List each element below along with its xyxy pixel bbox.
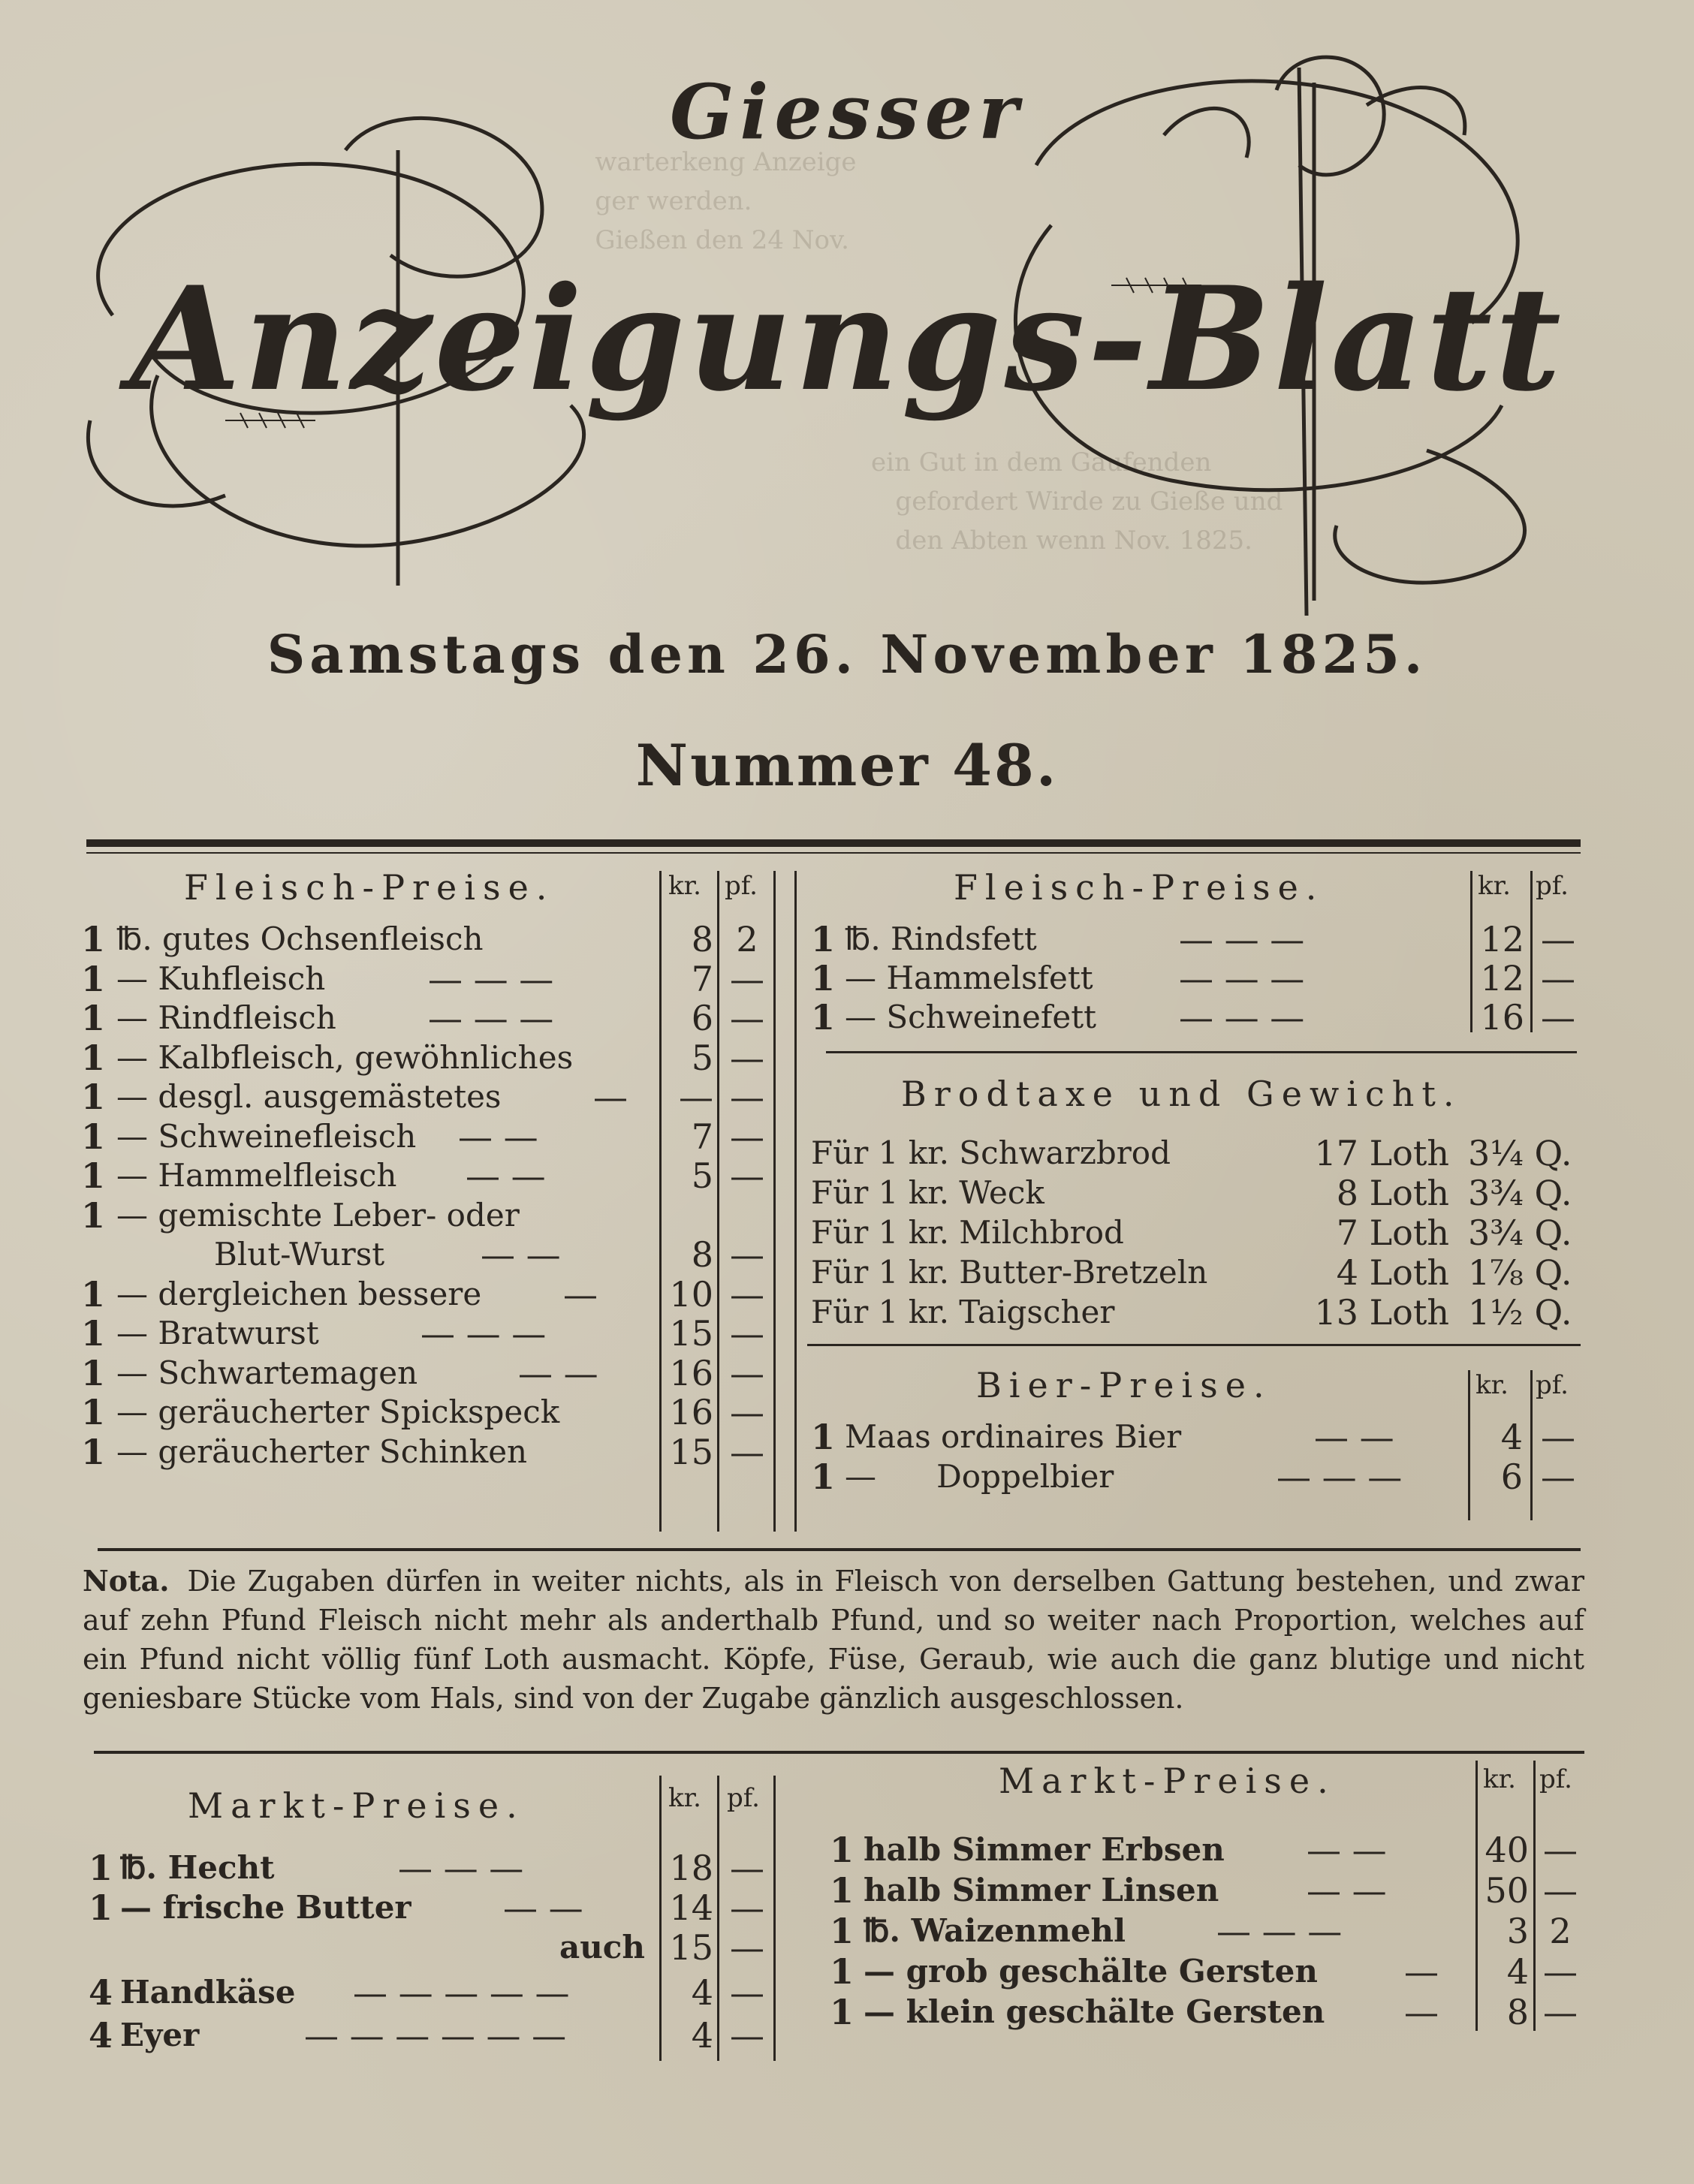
right-meat-pf: — — [1541, 958, 1575, 999]
right-market-row — [0, 1952, 1694, 1991]
left-meat-row — [0, 1077, 796, 1116]
issue-number: Nummer 48. — [635, 732, 1059, 799]
beer-unit-pf: pf. — [1536, 1370, 1569, 1400]
left-meat-dashes: — — — [518, 1352, 598, 1393]
right-market-pf: — — [1543, 1992, 1578, 2032]
right-meat-pf: — — [1541, 997, 1575, 1038]
left-market-unit-kr: kr. — [668, 1783, 701, 1813]
left-meat-pf: 2 — [736, 919, 758, 959]
right-market-unit-kr: kr. — [1483, 1764, 1516, 1794]
bread-fraction: 3¼ Q. — [1468, 1133, 1572, 1173]
left-meat-qty: 1 — [81, 919, 106, 959]
bread-fraction: 1½ Q. — [1468, 1292, 1572, 1333]
right-meat-qty: 1 — [811, 997, 836, 1038]
right-market-label: halb Simmer Linsen — [864, 1872, 1219, 1908]
left-meat-dashes: — — — [458, 1116, 538, 1157]
masthead-title: Anzeigungs-Blatt — [130, 255, 1564, 423]
left-market-kr: 4 — [691, 1972, 713, 2013]
left-meat-kr: 7 — [691, 958, 713, 999]
left-meat-qty: 1 — [81, 1392, 106, 1432]
beer-dashes: — — — — [1277, 1457, 1403, 1497]
right-rule-2 — [807, 1344, 1581, 1346]
left-market-kr: 15 — [669, 1927, 713, 1968]
beer-label: Maas ordinaires Bier — [845, 1418, 1182, 1455]
left-meat-pf: — — [730, 1313, 764, 1354]
left-meat-kr: 10 — [669, 1273, 713, 1315]
left-market-dashes: — — — — [398, 1848, 524, 1888]
right-market-qty: 1 — [830, 1911, 855, 1951]
right-market-qty: 1 — [830, 1830, 855, 1870]
left-meat-qty: 1 — [81, 1077, 106, 1117]
left-meat-label: — geräucherter Schinken — [116, 1432, 528, 1470]
left-meat-unit-pf: pf. — [725, 871, 758, 901]
left-meat-kr: 6 — [691, 998, 713, 1038]
nota-paragraph — [83, 1562, 1584, 1718]
left-meat-qty: 1 — [81, 1037, 106, 1078]
right-market-label: — grob geschälte Gersten — [864, 1953, 1318, 1990]
right-market-pf: — — [1543, 1870, 1578, 1911]
nota-text: Die Zugaben dürfen in weiter nichts, als in Fleisch von derselben Gattung bestehen, und zwar auf zehn Pfund Fleisch nicht mehr als anderthalb Pfund, und so weiter nach Proportion, welches auf ein Pfund nicht völlig fünf Loth ausmacht. Köpfe, Füse, Geraub, wie auch die ganz blutige und nicht geniesbare Stücke vom Hals, sind von der Zugabe gänzlich ausgeschlossen. — [83, 1565, 1584, 1715]
bread-label: Für 1 kr. Weck — [811, 1174, 1044, 1211]
left-meat-label: — Kuhfleisch — [116, 959, 326, 997]
beer-kr: 4 — [1500, 1417, 1523, 1457]
left-market-qty: 1 — [89, 1848, 113, 1888]
bread-label: Für 1 kr. Butter-Bretzeln — [811, 1254, 1208, 1291]
right-market-pf: — — [1543, 1830, 1578, 1870]
bread-row — [0, 1134, 1694, 1173]
left-meat-qty: 1 — [81, 1273, 106, 1315]
left-market-unit-pf: pf. — [727, 1783, 760, 1813]
right-meat-kr: 12 — [1480, 958, 1524, 999]
left-meat-kr: 15 — [669, 1313, 713, 1354]
right-market-dashes: — — — [1307, 1870, 1387, 1911]
left-market-kr: 14 — [669, 1887, 713, 1928]
bread-row — [0, 1213, 1694, 1252]
left-meat-label: — Rindfleisch — [116, 999, 336, 1036]
left-meat-label: — dergleichen bessere — [116, 1275, 482, 1312]
right-market-label: — klein geschälte Gersten — [864, 1993, 1325, 2030]
left-meat-heading: Fleisch-Preise. — [184, 867, 555, 908]
nota-label: Nota. — [83, 1564, 170, 1598]
beer-row — [0, 1417, 1694, 1457]
left-market-label: Eyer — [120, 2017, 200, 2053]
bread-row — [0, 1293, 1694, 1332]
right-meat-pf: — — [1541, 919, 1575, 959]
beer-qty: 1 — [811, 1457, 836, 1497]
right-market-row — [0, 1911, 1694, 1951]
left-meat-label: — Bratwurst — [116, 1315, 319, 1351]
bread-weight: 8 Loth — [1336, 1173, 1449, 1213]
right-market-heading: Markt-Preise. — [999, 1761, 1336, 1801]
left-market-kr: 18 — [669, 1848, 713, 1888]
bread-fraction: 3¾ Q. — [1468, 1212, 1572, 1253]
right-market-label: ℔. Waizenmehl — [864, 1912, 1126, 1949]
left-meat-qty: 1 — [81, 958, 106, 999]
left-market-pf: — — [730, 1927, 764, 1968]
right-market-kr: 50 — [1485, 1870, 1529, 1911]
left-meat-kr: 15 — [669, 1431, 713, 1472]
left-meat-kr: 5 — [691, 1037, 713, 1078]
left-meat-row — [0, 1038, 796, 1077]
left-meat-pf: — — [730, 1037, 764, 1078]
left-meat-pf: — — [730, 1077, 764, 1117]
left-meat-label: — gemischte Leber- oder — [116, 1196, 520, 1234]
left-meat-qty: 1 — [81, 998, 106, 1038]
right-market-dashes: — — — — [1216, 1911, 1343, 1951]
left-meat-kr: 16 — [669, 1352, 713, 1393]
right-market-qty: 1 — [830, 1870, 855, 1911]
left-meat-dashes: — — — [481, 1234, 561, 1275]
left-market-pf: — — [730, 1887, 764, 1928]
right-meat-unit-kr: kr. — [1478, 871, 1511, 901]
right-meat-qty: 1 — [811, 919, 836, 959]
lower-rule — [94, 1751, 1584, 1754]
beer-qty: 1 — [811, 1417, 836, 1457]
left-meat-kr: — — [679, 1077, 713, 1117]
right-market-kr: 8 — [1506, 1992, 1529, 2032]
left-meat-pf: — — [730, 1392, 764, 1432]
left-meat-row — [0, 1354, 796, 1393]
middle-rule — [98, 1548, 1581, 1551]
right-meat-dashes: — — — — [1179, 919, 1305, 959]
bread-heading: Brodtaxe und Gewicht. — [901, 1074, 1462, 1114]
bread-fraction: 3¾ Q. — [1468, 1173, 1572, 1213]
left-meat-kr: 8 — [691, 1234, 713, 1275]
bread-row — [0, 1173, 1694, 1212]
left-meat-qty: 1 — [81, 1352, 106, 1393]
left-meat-kr: 16 — [669, 1392, 713, 1432]
left-market-qty: 4 — [89, 2015, 113, 2056]
left-market-label: auch — [559, 1929, 645, 1966]
left-meat-pf: — — [730, 998, 764, 1038]
left-market-label: Handkäse — [120, 1974, 296, 2011]
right-rule-1 — [826, 1051, 1577, 1053]
left-meat-pf: — — [730, 1155, 764, 1196]
left-meat-qty: 1 — [81, 1194, 106, 1236]
right-meat-kr: 12 — [1480, 919, 1524, 959]
right-meat-label: ℔. Rindsfett — [845, 920, 1037, 957]
bread-row — [0, 1253, 1694, 1292]
right-meat-label: — Schweinefett — [845, 999, 1096, 1035]
newspaper-page: warterkeng Anzeige ger werden. Gießen den 24 Nov. ein Gut in dem Gaufenden gefordert Wirde zu Gieße und den Abten wenn Nov. 1825. Giesser Anzeigungs-Blatt Samstags den 26. November 1825. Nummer 48. Fleisch-Preise. kr. pf. 1 ℔. gutes Ochsenfleisch 8 2 1 — Kuhfleisch — — — 7 — 1 — Rindfleisch — — — 6 — 1 — Kalbfleisch, gewöhnliches 5 — 1 — desgl. ausgemästetes — — — 1 — Schweinefleisch — — 7 — 1 — Hammelfleisch — — 5 — 1 — gemischte Leber- oder Blut-Wurst — — 8 — 1 — dergleichen bessere — 10 — 1 — Bratwurst — — — 15 — 1 — Schwartemagen — — 16 — 1 — geräucherter Spickspeck 16 — 1 — geräucherter Schinken 15 — Fleisch-Preise. kr. pf. 1 ℔. Rindsfett — — — 12 — 1 — Hammelsfett — — — 12 — 1 — Schweinefett — — — 16 — Brodtaxe und Gewicht. Für 1 kr. Schwarzbrod 17 Loth 3¼ Q. Für 1 kr. Weck 8 Loth 3¾ Q. Für 1 kr. Milchbrod 7 Loth 3¾ Q. Für 1 kr. Butter-Bretzeln 4 Loth 1⅞ Q. Für 1 kr. Taigscher 13 Loth 1½ Q. Bier-Preise. kr. pf. 1 Maas ordinaires Bier — — 4 — 1 — Doppelbier — — — 6 — Nota. Die Zugaben dürfen in weiter nichts, als in Fleisch von derselben Gattung bestehen, und zwar auf zehn Pfund Fleisch nicht mehr als anderthalb Pfund, und so weiter nach Proportion, welches auf ein Pfund nicht völlig fünf Loth ausmacht. Köpfe, Füse, Geraub, wie auch die ganz blutige und nicht geniesbare Stücke vom Hals, sind von der Zugabe gänzlich ausgeschlossen. Markt-Preise. kr. pf. 1 ℔. Hecht — — — 18 — 1 — frische Butter — — 14 — auch 15 — 4 Handkäse — — — — — 4 — 4 Eyer — — — — — — 4 — Markt-Preise. kr. pf. 1 halb Simmer Erbsen — — 40 — 1 halb Simmer Linsen — — 50 — 1 ℔. Waizenmehl — — — 3 2 1 — grob geschälte Gersten — 4 — 1 — klein geschälte Gersten — 8 — — [0, 0, 1694, 2184]
left-meat-unit-kr: kr. — [668, 871, 701, 901]
masthead-subtitle: Giesser — [670, 68, 1024, 156]
right-meat-qty: 1 — [811, 958, 836, 999]
right-meat-dashes: — — — — [1179, 997, 1305, 1038]
left-meat-qty: 1 — [81, 1431, 106, 1472]
left-meat-label: Blut-Wurst — [214, 1236, 385, 1273]
left-market-qty: 1 — [89, 1887, 113, 1928]
right-meat-row — [0, 959, 1694, 998]
left-meat-kr: 7 — [691, 1116, 713, 1157]
right-meat-row — [0, 920, 1694, 959]
left-meat-qty: 1 — [81, 1313, 106, 1354]
beer-dashes: — — — [1314, 1417, 1394, 1457]
left-meat-pf: — — [730, 1234, 764, 1275]
left-market-dashes: — — — [503, 1887, 583, 1928]
left-meat-label: — Schweinefleisch — [116, 1117, 417, 1155]
left-meat-kr: 8 — [691, 919, 713, 959]
right-market-pf: — — [1543, 1951, 1578, 1992]
left-market-label: — frische Butter — [120, 1889, 411, 1926]
beer-row — [0, 1457, 1694, 1496]
left-meat-label: — geräucherter Spickspeck — [116, 1393, 560, 1430]
left-meat-dashes: — — — — [428, 958, 554, 999]
right-meat-row — [0, 998, 1694, 1037]
right-market-pf: 2 — [1549, 1911, 1572, 1951]
left-meat-qty: 1 — [81, 1155, 106, 1196]
left-meat-qty: 1 — [81, 1116, 106, 1157]
top-rule-thin — [86, 852, 1581, 854]
left-meat-pf: — — [730, 1352, 764, 1393]
beer-pf: — — [1541, 1417, 1575, 1457]
right-meat-kr: 16 — [1480, 997, 1524, 1038]
right-market-unit-pf: pf. — [1539, 1764, 1572, 1794]
right-meat-heading: Fleisch-Preise. — [954, 867, 1325, 908]
left-market-dashes: — — — — — — [353, 1972, 570, 2013]
right-market-row — [0, 1830, 1694, 1869]
right-market-kr: 40 — [1485, 1830, 1529, 1870]
beer-heading: Bier-Preise. — [976, 1365, 1272, 1405]
bread-label: Für 1 kr. Milchbrod — [811, 1214, 1124, 1251]
left-meat-pf: — — [730, 1116, 764, 1157]
left-meat-label: — desgl. ausgemästetes — [116, 1078, 502, 1115]
left-meat-label: — Kalbfleisch, gewöhnliches — [116, 1038, 574, 1076]
right-market-qty: 1 — [830, 1992, 855, 2032]
left-meat-pf: — — [730, 1273, 764, 1315]
left-meat-pf: — — [730, 958, 764, 999]
left-market-kr: 4 — [691, 2015, 713, 2056]
left-market-dashes: — — — — — — — [304, 2015, 567, 2056]
right-market-dashes: — — [1404, 1951, 1439, 1992]
right-meat-label: — Hammelsfett — [845, 959, 1093, 996]
left-market-heading: Markt-Preise. — [188, 1785, 525, 1826]
bread-label: Für 1 kr. Schwarzbrod — [811, 1134, 1171, 1171]
left-market-pf: — — [730, 1972, 764, 2013]
beer-unit-kr: kr. — [1475, 1370, 1509, 1400]
bread-label: Für 1 kr. Taigscher — [811, 1294, 1115, 1330]
left-meat-label: ℔. gutes Ochsenfleisch — [116, 920, 484, 957]
right-market-dashes: — — [1404, 1992, 1439, 2032]
beer-label: — Doppelbier — [845, 1458, 1114, 1495]
left-market-qty: 4 — [89, 1972, 113, 2013]
left-meat-dashes: — — [593, 1077, 628, 1117]
left-meat-kr: 5 — [691, 1155, 713, 1196]
right-market-qty: 1 — [830, 1951, 855, 1992]
left-meat-dashes: — — — — [428, 998, 554, 1038]
right-market-dashes: — — — [1307, 1830, 1387, 1870]
bread-weight: 4 Loth — [1336, 1252, 1449, 1293]
left-meat-dashes: — — — — [420, 1313, 547, 1354]
bread-weight: 13 Loth — [1314, 1292, 1449, 1333]
left-meat-label: — Schwartemagen — [116, 1354, 418, 1391]
left-meat-dashes: — — — [466, 1155, 546, 1196]
right-market-label: halb Simmer Erbsen — [864, 1831, 1225, 1868]
bread-fraction: 1⅞ Q. — [1468, 1252, 1572, 1293]
left-market-pf: — — [730, 2015, 764, 2056]
right-meat-dashes: — — — — [1179, 958, 1305, 999]
right-market-row — [0, 1993, 1694, 2032]
right-meat-unit-pf: pf. — [1536, 871, 1569, 901]
left-meat-pf: — — [730, 1431, 764, 1472]
bread-weight: 7 Loth — [1336, 1212, 1449, 1253]
issue-date: Samstags den 26. November 1825. — [267, 623, 1427, 685]
left-market-pf: — — [730, 1848, 764, 1888]
left-market-label: ℔. Hecht — [120, 1849, 275, 1886]
left-meat-dashes: — — [563, 1273, 598, 1315]
beer-pf: — — [1541, 1457, 1575, 1497]
right-market-kr: 3 — [1506, 1911, 1529, 1951]
beer-kr: 6 — [1500, 1457, 1523, 1497]
bread-weight: 17 Loth — [1314, 1133, 1449, 1173]
right-market-kr: 4 — [1506, 1951, 1529, 1992]
left-meat-label: — Hammelfleisch — [116, 1157, 397, 1194]
right-market-row — [0, 1871, 1694, 1910]
top-rule — [86, 839, 1581, 847]
